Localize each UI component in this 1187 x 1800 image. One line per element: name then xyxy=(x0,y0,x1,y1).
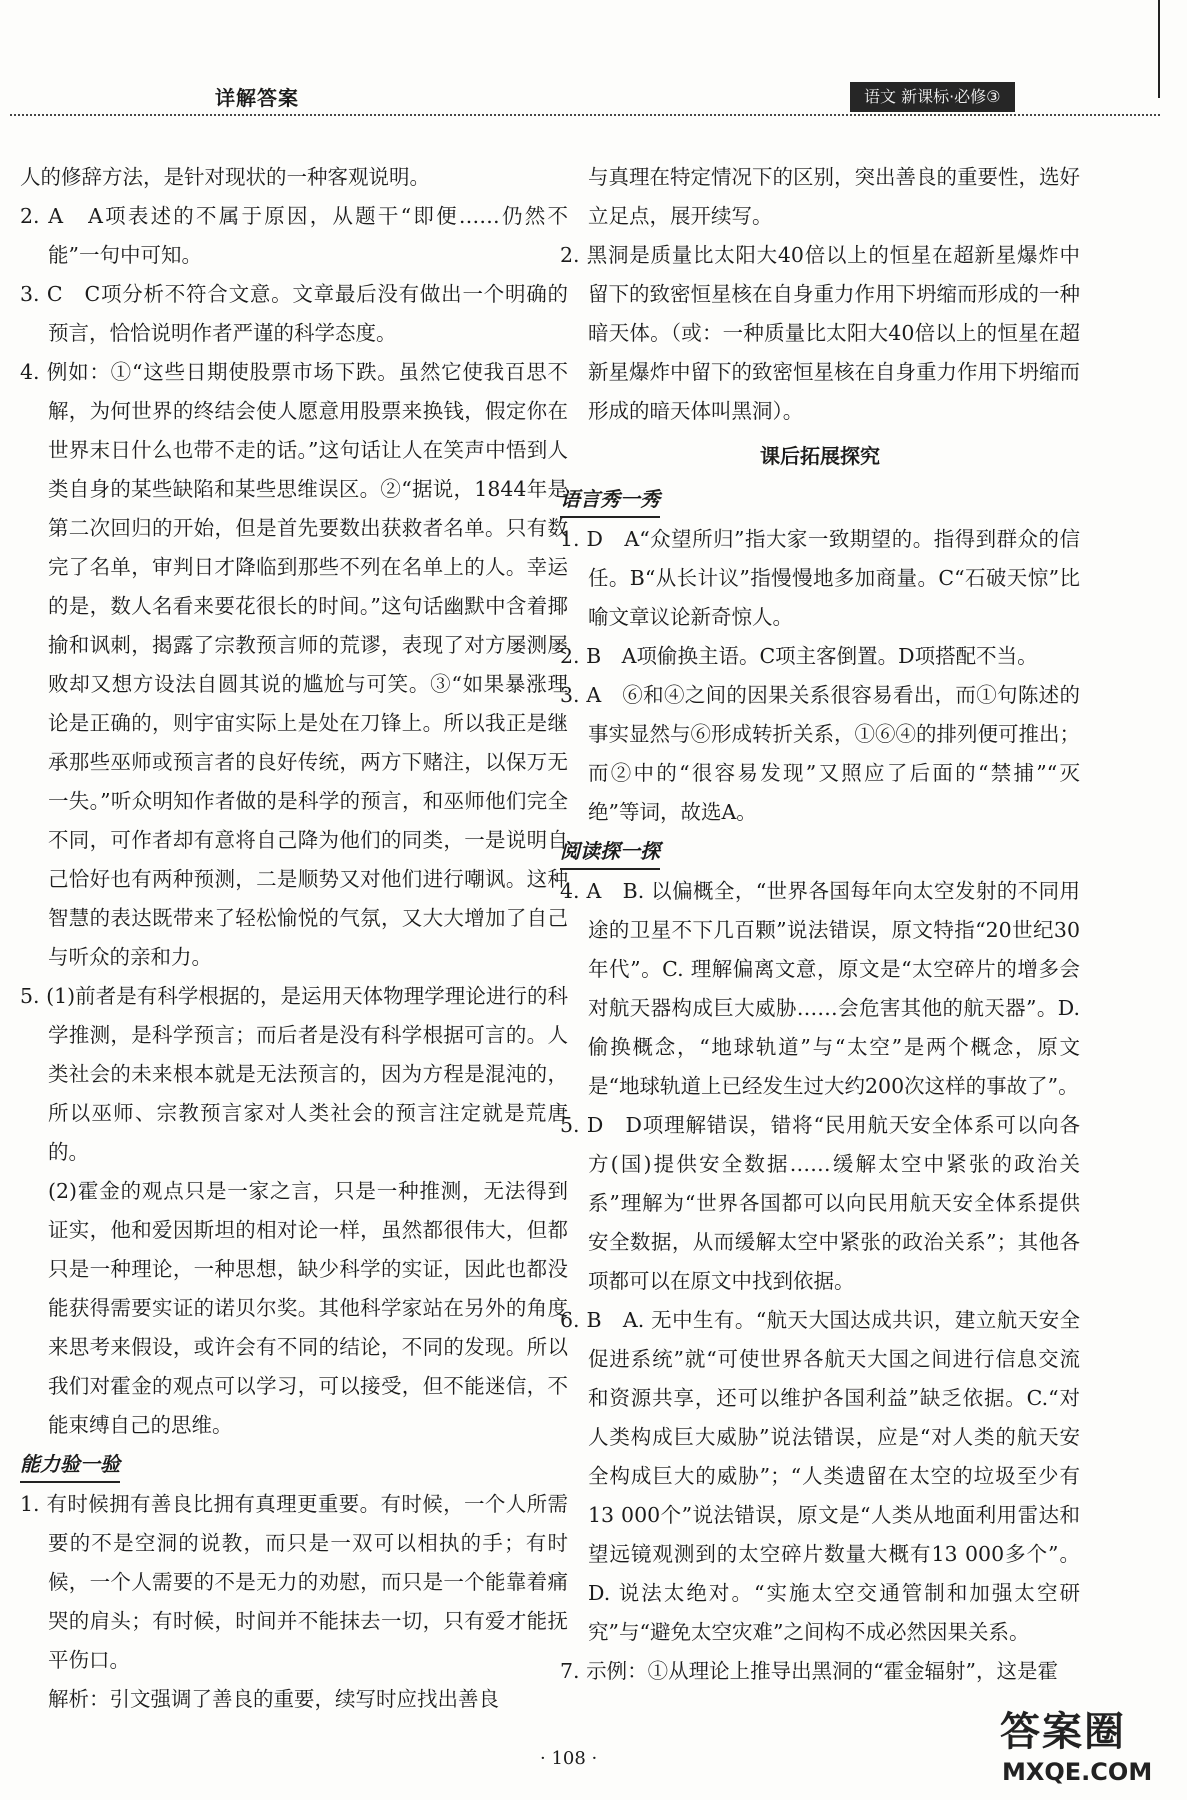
answer-paragraph: 5. (1)前者是有科学根据的，是运用天体物理学理论进行的科学推测，是科学预言；而后者是没有科学根据可言的。人类社会的未来根本就是无法预言的，因为方程是混沌的，所以巫师、宗教预言家对人类社会的预言注定就是荒唐的。 xyxy=(20,984,568,1164)
answer-paragraph: 7. 示例：①从理论上推导出黑洞的“霍金辐射”，这是霍 xyxy=(560,1659,1059,1683)
answer-paragraph: 4. A B. 以偏概全，“世界各国每年向太空发射的不同用途的卫星不下几百颗”说法错误，原文特指“20世纪30年代”。C. 理解偏离文意，原文是“太空碎片的增多会对航天器构成巨大威胁……会危害其他的航天器”。D. 偷换概念，“地球轨道”与“太空”是两个概念，原文是“地球轨道上已经发生过大约200次这样的事故了”。 xyxy=(560,879,1080,1098)
right-column xyxy=(560,158,1080,1691)
header-title: 详解答案 xyxy=(215,86,299,110)
answer-paragraph: 6. B A. 无中生有。“航天大国达成共识，建立航天安全促进系统”就“可使世界各航天大国之间进行信息交流和资源共享，还可以维护各国利益”缺乏依据。C.“对人类构成巨大威胁”说法错误，应是“对人类的航天安全构成巨大的威胁”；“人类遗留在太空的垃圾至少有13 000个”说法错误，原文是“人类从地面利用雷达和望远镜观测到的太空碎片数量大概有13 000多个”。D. 说法太绝对。“实施太空交通管制和加强太空研究”与“避免太空灾难”之间构不成必然因果关系。 xyxy=(560,1308,1080,1644)
subhead-ability: 能力验一验 xyxy=(20,1447,120,1483)
subsection-heading xyxy=(20,1445,568,1485)
subhead-reading: 阅读探一探 xyxy=(560,834,660,870)
answer-paragraph: 与真理在特定情况下的区别，突出善良的重要性，选好立足点，展开续写。 xyxy=(588,165,1080,228)
answer-paragraph: 2. B A项偷换主语。C项主客倒置。D项搭配不当。 xyxy=(560,644,1038,668)
subsection-heading xyxy=(560,832,1080,872)
header-dotted-rule xyxy=(10,114,1160,116)
watermark-text: 答案圈 xyxy=(1000,1709,1126,1755)
answer-paragraph: 人的修辞方法，是针对现状的一种客观说明。 xyxy=(20,165,430,189)
subhead-language: 语言秀一秀 xyxy=(560,482,660,518)
watermark-logo xyxy=(1000,1700,1180,1795)
answer-paragraph: 3. A ⑥和④之间的因果关系很容易看出，而①句陈述的事实显然与⑥形成转折关系，①⑥④的排列便可推出；而②中的“很容易发现”又照应了后面的“禁捕”“灭绝”等词，故选A。 xyxy=(560,683,1080,824)
watermark-url: MXQE.COM xyxy=(1002,1758,1153,1786)
page-header xyxy=(0,0,1187,120)
subject-tag: 语文 新课标·必修③ xyxy=(850,82,1015,112)
answer-paragraph: 2. A A项表述的不属于原因，从题干“即便……仍然不能”一句中可知。 xyxy=(20,204,568,267)
section-title: 课后拓展探究 xyxy=(760,444,880,468)
page-number: · 108 · xyxy=(540,1748,598,1769)
answer-paragraph: 4. 例如：①“这些日期使股票市场下跌。虽然它使我百思不解，为何世界的终结会使人愿意用股票来换钱，假定你在世界末日什么也带不走的话。”这句话让人在笑声中悟到人类自身的某些缺陷和某些思维误区。②“据说，1844年是第二次回归的开始，但是首先要数出获救者名单。只有数完了名单，审判日才降临到那些不列在名单上的人。幸运的是，数人名看来要花很长的时间。”这句话幽默中含着揶揄和讽刺，揭露了宗教预言师的荒谬，表现了对方屡测屡败却又想方设法自圆其说的尴尬与可笑。③“如果暴涨理论是正确的，则宇宙实际上是处在刀锋上。所以我正是继承那些巫师或预言者的良好传统，两方下赌注，以保万无一失。”听众明知作者做的是科学的预言，和巫师他们完全不同，可作者却有意将自己降为他们的同类，一是说明自己恰好也有两种预测，二是顺势又对他们进行嘲讽。这种智慧的表达既带来了轻松愉悦的气氛，又大大增加了自己与听众的亲和力。 xyxy=(20,360,568,969)
answer-paragraph: (2)霍金的观点只是一家之言，只是一种推测，无法得到证实，他和爱因斯坦的相对论一样，虽然都很伟大，但都只是一种理论，一种思想，缺少科学的实证，因此也都没能获得需要实证的诺贝尔奖。其他科学家站在另外的角度来思考来假设，或许会有不同的结论，不同的发现。所以我们对霍金的观点可以学习，可以接受，但不能迷信，不能束缚自己的思维。 xyxy=(48,1179,568,1437)
subsection-heading xyxy=(560,480,1080,520)
header-vertical-rule xyxy=(1158,0,1160,98)
answer-paragraph: 1. 有时候拥有善良比拥有真理更重要。有时候，一个人所需要的不是空洞的说教，而只是一双可以相执的手；有时候，一个人需要的不是无力的劝慰，而只是一个能靠着痛哭的肩头；有时候，时间并不能抹去一切，只有爱才能抚平伤口。 xyxy=(20,1492,568,1672)
answer-paragraph: 1. D A“众望所归”指大家一致期望的。指得到群众的信任。B“从长计议”指慢慢地多加商量。C“石破天惊”比喻文章议论新奇惊人。 xyxy=(560,527,1080,629)
answer-paragraph: 2. 黑洞是质量比太阳大40倍以上的恒星在超新星爆炸中留下的致密恒星核在自身重力作用下坍缩而形成的一种暗天体。（或：一种质量比太阳大40倍以上的恒星在超新星爆炸中留下的致密恒星核在自身重力作用下坍缩而形成的暗天体叫黑洞）。 xyxy=(560,243,1080,423)
answer-paragraph: 解析：引文强调了善良的重要，续写时应找出善良 xyxy=(48,1687,499,1711)
answer-paragraph: 3. C C项分析不符合文意。文章最后没有做出一个明确的预言，恰恰说明作者严谨的科学态度。 xyxy=(20,282,568,345)
left-column xyxy=(20,158,568,1719)
answer-paragraph: 5. D D项理解错误，错将“民用航天安全体系可以向各方(国)提供安全数据……缓解太空中紧张的政治关系”理解为“世界各国都可以向民用航天安全体系提供安全数据，从而缓解太空中紧张的政治关系”；其他各项都可以在原文中找到依据。 xyxy=(560,1113,1080,1293)
